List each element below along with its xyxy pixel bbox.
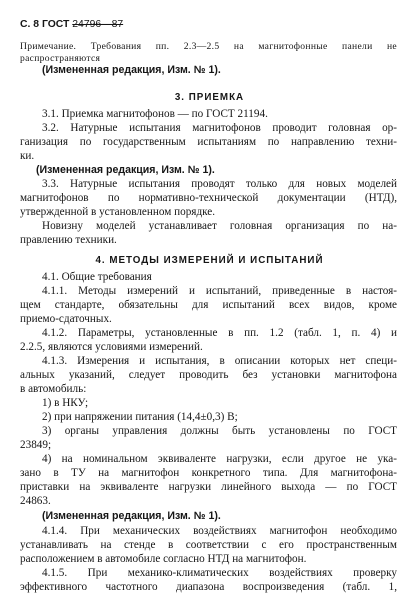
paragraph-line: эффективного частотного диапазона воспроизведения (табл. 1, — [20, 581, 397, 593]
subsection-title: 4.1. Общие требования — [42, 271, 152, 283]
list-item: 4) на номинальном эквиваленте нагрузки, если другое не ука- — [42, 453, 397, 465]
section-heading-acceptance: 3. ПРИЕМКА — [174, 92, 245, 103]
paragraph-line: ки. — [20, 150, 35, 162]
paragraph-line: 4.1.5. При механико-климатических воздействиях проверку — [42, 567, 397, 579]
amendment-note: (Измененная редакция, Изм. № 1). — [42, 64, 221, 76]
note-line: Примечание. Требования пп. 2.3—2.5 на магнитофонные панели не — [20, 41, 397, 52]
paragraph-line: ганизация по государственным испытаниям по направлению техни- — [20, 136, 397, 148]
paragraph-line: 4.1.1. Методы измерений и испытаний, приведенные в настоя- — [42, 285, 397, 297]
paragraph-line: правлению техники. — [20, 234, 117, 246]
paragraph-line: приемо-сдаточных. — [20, 313, 112, 325]
paragraph-line: 4.1.4. При механических воздействиях магнитофон необходимо — [42, 525, 397, 537]
paragraph-line: расположением в автомобиле согласно НТД на магнитофон. — [20, 553, 307, 565]
paragraph-line: магнитофонов по нормативно-технической документации (НТД), — [20, 192, 397, 204]
paragraph-line: 3.1. Приемка магнитофонов — по ГОСТ 21194. — [42, 108, 268, 120]
standard-number: 24796—87 — [72, 19, 124, 30]
list-item: зано в ТУ на магнитофон конкретного типа. Для магнитофона- — [20, 467, 397, 479]
amendment-note: (Измененная редакция, Изм. № 1). — [36, 164, 215, 176]
paragraph-line: устанавливать на стенде в соответствии с его пространственным — [20, 539, 397, 551]
paragraph-line: 2.2.5, являются условиями измерений. — [20, 341, 203, 353]
paragraph-line: в автомобиль: — [20, 383, 87, 395]
paragraph-line: 3.3. Натурные испытания проводят только для новых моделей — [42, 178, 397, 190]
amendment-note: (Измененная редакция, Изм. № 1). — [42, 510, 221, 522]
paragraph-line: 4.1.2. Параметры, установленные в пп. 1.2 (табл. 1, п. 4) и — [42, 327, 397, 339]
paragraph-line: утвержденной в установленном порядке. — [20, 206, 216, 218]
page-number: С. 8 — [20, 19, 40, 30]
list-item: приставки на эквиваленте нагрузки линейного выхода — по ГОСТ — [20, 481, 397, 493]
list-item: 23849; — [20, 439, 52, 451]
paragraph-line: Новизну моделей устанавливает головная организация по на- — [42, 220, 397, 232]
list-item: 1) в НКУ; — [42, 397, 89, 409]
list-item: 2) при напряжении питания (14,4±0,3) В; — [42, 411, 238, 423]
page-header — [20, 18, 123, 31]
section-heading-methods: 4. МЕТОДЫ ИЗМЕРЕНИЙ И ИСПЫТАНИЙ — [95, 255, 324, 266]
paragraph-line: щем стандарте, обязательны для испытаний всех видов, кроме — [20, 299, 397, 311]
note-line: распространяются — [20, 53, 101, 64]
list-item: 3) органы управления должны быть установлены по ГОСТ — [42, 425, 397, 437]
standard-label: ГОСТ — [41, 19, 70, 30]
paragraph-line: альных указаний, следует проводить без установки магнитофона — [20, 369, 397, 381]
paragraph-line: 4.1.3. Измерения и испытания, в описании которых нет специ- — [42, 355, 397, 367]
paragraph-line: 3.2. Натурные испытания магнитофонов проводит головная ор- — [42, 122, 397, 134]
list-item: 24863. — [20, 495, 51, 507]
